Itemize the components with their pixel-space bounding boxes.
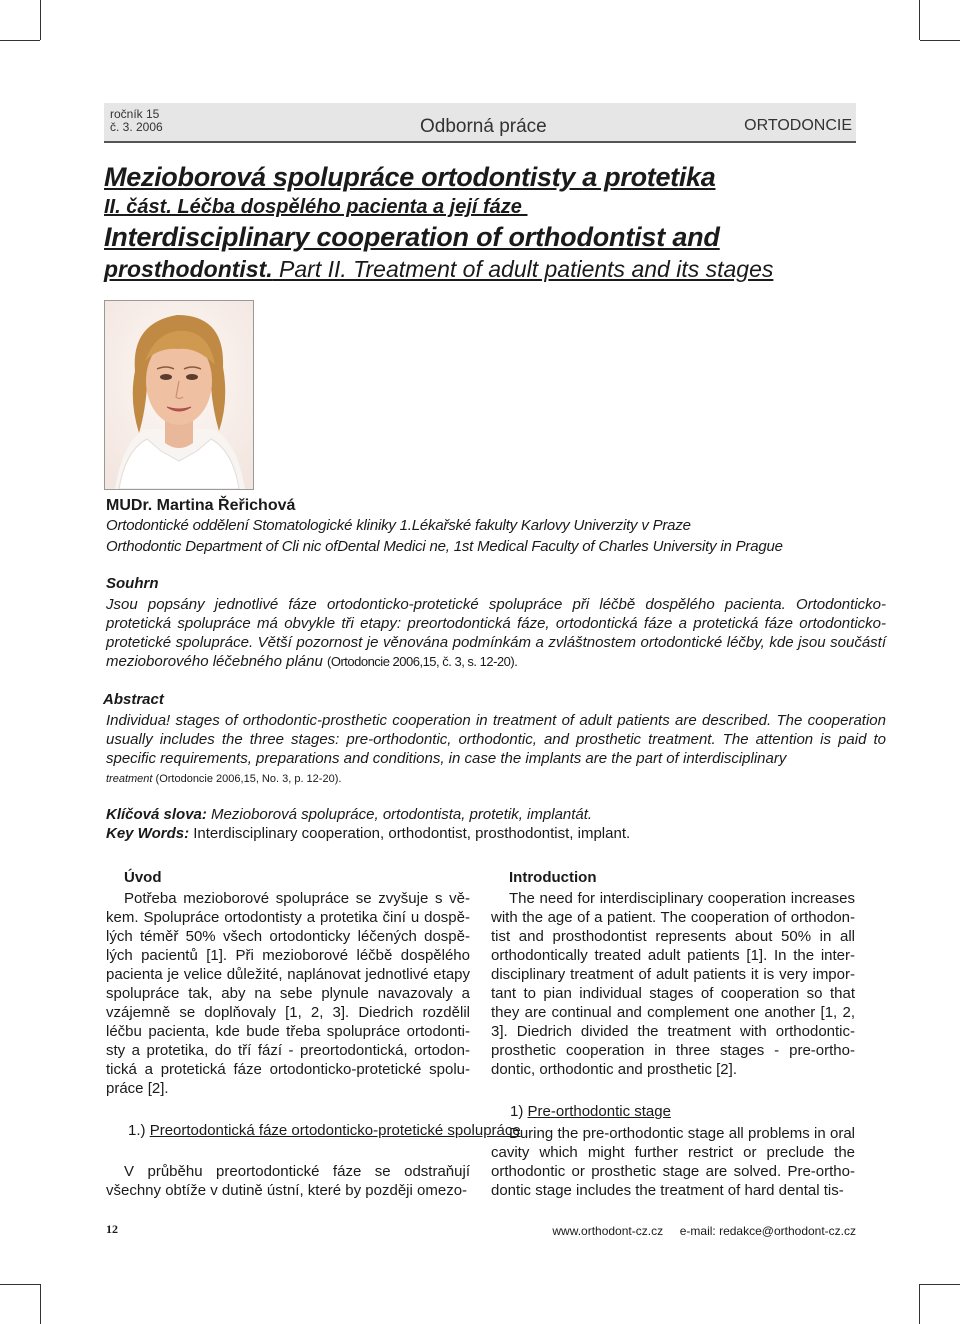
author-photo xyxy=(104,300,254,490)
keywords-english: Key Words: Interdisciplinary cooperation, orthodontist, prosthodontist, implant. xyxy=(106,825,631,842)
subsection-text-english: During the pre-orthodontic stage all problems in oral cavity which might further restrict or preclude the orthodontic or prosthetic stage are solved. Pre-orthodontic stage includes the treatment of hard dental tis- xyxy=(491,1125,855,1199)
journal-header xyxy=(104,103,856,143)
volume-label: ročník 15 xyxy=(110,107,160,121)
crop-mark xyxy=(0,40,40,41)
issue-label: č. 3. 2006 xyxy=(110,120,163,134)
volume-info xyxy=(110,108,163,134)
crop-mark xyxy=(40,0,41,40)
intro-paragraph-czech: Potřeba mezioborové spolupráce se zvyšuje s věkem. Spolupráce ortodontisty a protetika činí u dospělých téměř 50% všech ortodonticky léčených dospělých pacientů [1]. Při mezioborové léčbě dospělého pacienta je velice důležité, naplánovat jednotlivé etapy spolupráce tak, aby na sebe plynule navazovaly a vzájemně se doplňovaly [1, 2, 3]. Diedrich rozdělil léčbu pacienta, kde bude třeba spolupráce ortodontisty a protetika, do tří fází - preortodontická, ortodontická a protetická fáze ortodonticko-protetické spolupráce [2]. xyxy=(106,890,470,1097)
title-english: Interdisciplinary cooperation of orthodontist and xyxy=(104,222,720,252)
author-name: MUDr. Martina Řeřichová xyxy=(106,497,296,514)
section-title: Odborná práce xyxy=(420,116,547,137)
abstract-heading: Abstract xyxy=(103,691,164,708)
subsection-text-czech: V průběhu preortodontické fáze se odstraňují všechny obtíže v dutině ústní, které by později omezo- xyxy=(106,1163,470,1199)
footer-website[interactable]: www.orthodont-cz.cz xyxy=(552,1224,664,1238)
crop-mark xyxy=(40,1284,41,1324)
crop-mark xyxy=(920,1284,960,1285)
subsection-heading-english: 1) Pre-orthodontic stage xyxy=(510,1103,671,1120)
footer-contact xyxy=(552,1224,856,1238)
section-name: ORTODONCIE xyxy=(744,117,852,134)
affiliation-czech: Ortodontické oddělení Stomatologické kliniky 1.Lékařské fakulty Karlovy Univerzity v Praze xyxy=(106,517,691,534)
crop-mark xyxy=(919,0,920,40)
subtitle-czech: II. část. Léčba dospělého pacienta a její fáze xyxy=(104,196,528,218)
affiliation-english: Orthodontic Department of Cli nic ofDental Medici ne, 1st Medical Faculty of Charles University in Prague xyxy=(106,538,783,555)
intro-heading-czech: Úvod xyxy=(124,869,162,886)
intro-paragraph-english: The need for interdisciplinary cooperation increases with the age of a patient. The cooperation of orthodontist and prosthodontist represents about 50% in all orthodontically treated adult patients [1]. In the interdisciplinary treatment of adult patients it is very important to pian individual stages of cooperation so that they are continual and complement one another [1, 2, 3]. Diedrich divided the treatment with orthodontic-prosthetic cooperation in three stages - pre-orthodontic, orthodontic and prosthetic [2]. xyxy=(491,890,855,1078)
footer-email[interactable]: e-mail: redakce@orthodont-cz.cz xyxy=(679,1224,856,1238)
abstract-text: Individua! stages of orthodontic-prosthetic cooperation in treatment of adult patients are described. The cooperation usually includes the three stages: pre-orthodontic, orthodontic, and prosthetic treatment. The attention is paid to specific requirements, preparations and conditions, in case the implants are the part of interdisciplinary treatment (Ortodoncie 2006,15, No. 3, p. 12-20). xyxy=(106,712,886,785)
intro-heading-english: Introduction xyxy=(509,869,597,886)
keywords-czech: Klíčová slova: Mezioborová spolupráce, ortodontista, protetik, implantát. xyxy=(106,806,593,823)
subtitle-english: prosthodontist. Part II. Treatment of adult patients and its stages xyxy=(104,256,774,282)
summary-text: Jsou popsány jednotlivé fáze ortodonticko-protetické spolupráce při léčbě dospělého pacienta. Ortodonticko- protetická spolupráce má obvykle tři etapy: preortodontická fáze, ortodontická fáze a protetická fáze ortodonticko-protetické spolupráce. Větší pozornost je věnována podmínkám a zvláštnostem ortodontické léčby, kde jsou součástí mezioborového léčebného plánu (Ortodoncie 2006,15, č. 3, s. 12-20). xyxy=(106,596,886,670)
crop-mark xyxy=(0,1284,40,1285)
crop-mark xyxy=(920,40,960,41)
crop-mark xyxy=(919,1284,920,1324)
title-czech: Mezioborová spolupráce ortodontisty a protetika xyxy=(104,162,716,192)
subsection-heading-czech: 1.) Preortodontická fáze ortodonticko-protetické spolupráce xyxy=(128,1122,521,1139)
page-number: 12 xyxy=(106,1222,118,1236)
summary-heading: Souhrn xyxy=(106,575,159,592)
